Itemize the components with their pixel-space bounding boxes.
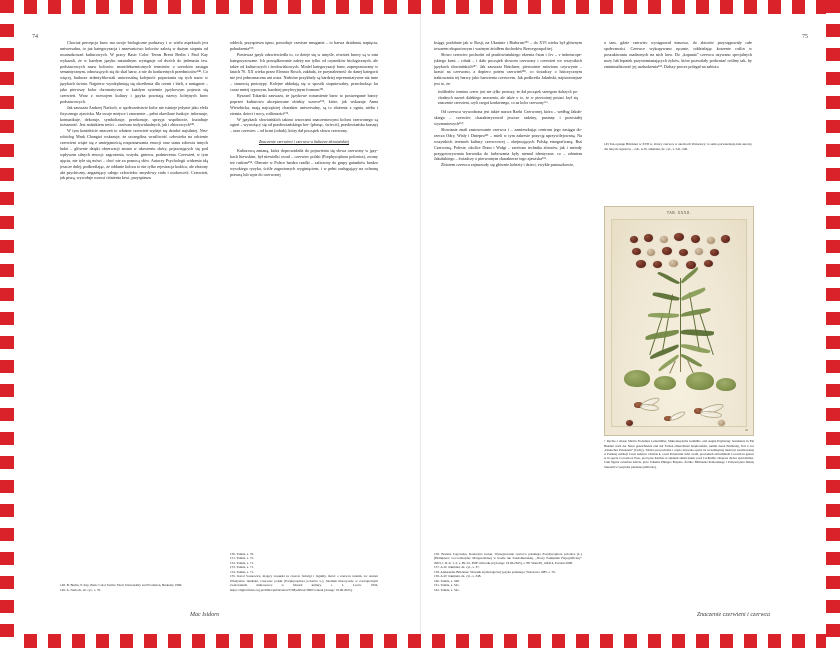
plant-leaf	[648, 312, 679, 319]
cochineal-specimen	[647, 249, 655, 256]
footnotes-column-3	[434, 552, 582, 592]
folio-left: 74	[32, 34, 38, 40]
figure-botanical-plate	[604, 206, 754, 469]
paragraph: księgi, podobnie jak w Rosji, na Ukrainie i Białorusi¹⁵⁶ – do XVI wieku był głównym towarem eksportowym i ważnym źródłem dochodów Rzeczypospolitej.	[434, 40, 582, 51]
cactus-pad	[654, 376, 676, 390]
caption-text: Rycina z atlasu: Martin Frobenius Ledermüller, Mikroskopische Gemüths- und Augen-Ergötzung: bestehend, in Ein Hundert nach der Natur gezeichneten und mit Farben ohtuschirten Kupfertafeln, sammt deren Erklärung, Teil 4 oce „Deutsches Pokoleum” (Tychy), Tablica jest podobna i często używana oparta na wcześniejszej ilustracji zrealizowanej w Polskiej redakcji Czasi nadzoru i lindzie k, owad Polonicum rubri ovalil, prowadzeń zalicznikiem Coccum in genere et in specie Coccum ex Esse, prod prae Karmes et alienum americanum, pred Cochinille i Raports dicbor spectantibus. Cum figuris coloribus nativis. picto Johanne Philippo Breynio. Źródło: Biblioteka Pomorskiego i Uniwersytetu Dolnej Saksonii w Getyndze (domena publiczna).	[604, 439, 754, 469]
paragraph: W tym kontekście znaczeń to właśnie czerwień wydaje się działać najsilniej. Neurobiolog Mark Changizi wskazuje, że szczególna wrażliwość człowieka na odcienie czerwieni wiąże się z umiejętnością rozpoznawania emocji oraz stanu zdrowia innych ludzi – głównie dzięki obserwacji zmian w ukrwieniu skóry, pojawiających się pod wpływem silnych emocji: zagrożenia, wstydu, gniewu, podniecenia. Czerwień, w tym ujęciu, nie tyle się mówi – choć nie za pomocą słów. Autorzy Psychologii widzenia idą jeszcze dalej, podkreślając, że oddanie koloru to nie tylko rejestracja bodźca, ale złożony akt psychiczny, angażujący całego człowieka: zmysłowy ciało i osobowość. Czerwień, jak piszą, wywołuje wzrost ciśnienia krwi, przyspiesza	[60, 128, 208, 181]
footnotes-column-2	[230, 552, 378, 592]
figure-caption	[604, 439, 754, 469]
plant-leaf	[680, 352, 702, 368]
insect-wing	[700, 409, 723, 420]
cochineal-specimen	[695, 248, 703, 255]
plant-leaf	[681, 308, 711, 317]
cochineal-specimen	[630, 236, 638, 243]
insect-wing	[639, 402, 659, 413]
footnote: 158. Aleksander Brückner, Słownik etymologiczny języka polskiego, Warszawa 1985, s. 76.	[434, 569, 556, 574]
footnote: 150. Tamże, s. 70.	[230, 551, 254, 556]
plant-leaf	[645, 330, 679, 340]
plate-title: TAB. XXXII.	[666, 211, 692, 215]
footnote: 149. A. Narloch, dz. cyt., s. 70.	[60, 587, 102, 592]
cactus-pad	[716, 378, 736, 391]
section-subheading: Znaczenie czerwieni i czerwca w kulturze słowiańskiej	[258, 139, 350, 145]
text-column-3	[434, 40, 582, 588]
cochineal-specimen	[721, 235, 730, 243]
text-column-4	[604, 40, 752, 148]
cochineal-specimen	[644, 234, 653, 242]
margin-note-145: 145 Tak opisuje Brückner w XVII w. zbiory czerwca w okolicach Warszawy; to samo potwierdzają inni autorzy dla innych regionów – zob. A.W. Jakubski, dz. cyt., s. 541–546.	[604, 142, 752, 151]
cochineal-specimen	[691, 235, 700, 243]
decorative-border-top	[0, 0, 840, 14]
footnote: 156. Bożena Łagowska, Katarzyna Golan, Występowanie czerwca polskiego Porphyrophora polonica (L.) (Hemiptera: Coccomorpha: Margarodidae) w Kodle nie Sandomierskiej, „Nowy Pamiętnik Fizjograficzny” 2003, t. II, nr 1–2, s. 89–91, PDF: min.edu.pl [dostęp: 19.06.2025], s. 88. Wans38_126414, Poznań 2008.	[434, 551, 582, 565]
footnote: 159. A.W. Jakubski, dz. cyt., s. 348.	[434, 574, 482, 579]
cochineal-specimen	[632, 248, 641, 255]
paragraph: a tam, gdzie czerwiec występował masowo, do zbiorów przystępowały całe społeczności. Czerwce wykopywano ręcznie, oddzielając korzenie roślin w poszukiwaniu osadzonych na nich larw. Do „kopania” czerwca używano specjalnych noży lub łopatek przystomianających żyków, które pozwalały podważać rośliny tak, by zminimalizować jej uszkodzenia¹⁶³. Dalszy proces polegał na zabiciu	[604, 40, 752, 69]
paragraph: Zbiorem czerwca zajmowały się głównie kobiety i dzieci, zwykle pastuszkowie,	[441, 162, 575, 168]
cochineal-specimen	[653, 261, 662, 268]
insect-wing	[668, 411, 686, 422]
plant-leaf	[657, 270, 680, 285]
cochineal-specimen	[660, 236, 668, 243]
text-column-1	[60, 40, 208, 588]
paragraph: Ryszard Tokarski zauważa, że językowe rozumienie barw to postrzeganie barwy poprzez kulturowo akceptowane obiekty wzorce¹⁵², które, jak wskazuje Anna Wierzbicka, mają najczęściej charakter uniwersalny, są to złożenia z ognia, nieba i ziemia, dzieci i nocy, roślinności¹⁵³.	[230, 93, 378, 116]
cochineal-specimen	[710, 249, 719, 256]
plant-leaf	[680, 287, 706, 300]
paragraph: Chociaż percepcja barw ma swoje biologiczne podstawy i w wielu aspektach jest uniwersalna, to już kategoryzacja i nazewnictwo kolorów zależą w dużym stopniu od uwarunkowań kulturowych. W pracy Basic Color Terms Brent Berlin i Paul Kay wykazali, że w każdym języku naturalnym występuje od dwóch do jedenastu tzw. podstawowych nazw kolorów: monoleksemicznych terminów o szerokim zasięgu semantycznym, odnoszących się do skal barw, a nie do konkretnych przedmiotów¹⁴⁸. Co więcej, badacze zidentyfikowali uniwersalną kolejność pojawiania się tych nazw w językach świata. Najpierw wyodrębniają się określenia dla czerni i bieli, a następnie – jako pierwszy kolor chromatyczny w każdym systemie językowym pojawia się czerwień. Wraz z rozwojem kultury i języka powstają nazwy kolejnych barw podstawowych.	[60, 40, 208, 104]
footnote: 152. Tamże, s. 71.	[230, 560, 254, 565]
paragraph: Jak zauważa Andrzej Narloch, w społeczeństwie kolor nie istnieje jedynie jako efekt fizycznego zjawiska. Ma swoje miejsce i znaczenie – pełni określone funkcje: informuje, komunikuje, dekoruje, symbolizuje, przekonuje, sprzyja wspólnocie, kształtuje tożsamość. Jest nośnikiem treści – zarówno indywidualnych, jak i zbiorowych¹⁴⁹.	[60, 104, 208, 128]
paragraph: Od czerwca wywodzona jest także nazwa Rzeki Czerwonej, która – według Jakubskiego – czerwiec charakteryzował jeszcze radziny, pusinny i pozostałej wyznaniowych¹⁶⁰.	[434, 109, 582, 127]
plate-number: 32	[744, 428, 748, 432]
cochineal-specimen	[718, 420, 725, 426]
text-column-2	[230, 40, 378, 588]
paragraph: Ponieważ język odzwierciedla to, co dzieje się w umyśle, również barwy są w nim kategoryzowane. Ich porządkowanie zależy nie tylko od czynników biologicznych, ale także od kulturowych i środowiskowych. Model kategoryzacji barw, zaproponowany w latach 70. XX wieku przez Eleanor Rosch, zakłada, że przynależność do danej kategorii nie jest jednoznaczna ani ostra. Niektóre przykłady są bardziej reprezentatywne niż inne – stanowią prototypy. Kolejne układają się w sposób stopniowalny, przechodząc ku coraz mniej typowym, bardziej peryferyjnym formom¹⁵¹.	[230, 51, 378, 93]
footnote: 162. Tamże, s. 541.	[434, 587, 460, 592]
decorative-border-left	[0, 0, 14, 648]
block-quote: źródłosłów terminu czerw jest nie tylko prostszy, że dał początek szeregom dalszych pochodnych nazwń dalekiego znaczenia, ale także o to, że w pierwotnej postaci krył się znaczenie czerwieni, czyli czegoś konkretnego, co na kolor czerwony¹⁵⁹.	[438, 90, 578, 105]
plant-stem	[689, 292, 700, 351]
paragraph: oddech, przyspiesza tętno, powoduje czestsze mruganie – to barwa działania, napięcia, pobudzenia¹⁵⁰.	[230, 40, 378, 51]
running-foot-right: Znaczenie czerwieni i czerwca	[696, 612, 770, 618]
paragraph: Kulturową zmianą, która doprowadziła do pojawienia się słowa czerwony w językach litewskim, był niewielki owad – czerwiec polski (Porphyrophora polonica), zwany też ruskim¹⁵⁴. Obecnie w Polsce bardzo rzadki – zaliczony do grupy gatunków bardzo wysokiego ryzyka, ściśle zagrożonych wyginięciem, i w pełni zasługujący na ochronę prawną lub wpis do czerwonej	[230, 148, 378, 177]
footnote: 154. Tamże, s. 71.	[230, 569, 254, 574]
plant-leaf	[680, 342, 710, 355]
footnote: 157. A.W. Jakubski, dz. cyt., s. 37.	[434, 565, 480, 570]
cactus-pad	[624, 370, 650, 387]
footnote: 153. Tamże, s. 71.	[230, 565, 254, 570]
plant-root	[680, 354, 681, 372]
cochineal-specimen	[704, 260, 713, 267]
cochineal-specimen	[662, 247, 672, 255]
paragraph: Słowo czerwiec pochodzi od prasłowiańskiego rdzenia čъrm i črv – v indoeuropejskiego krmi – robak – i dało początek słowom czerwony i czerwień we wszystkich językach słowiańskich¹⁵⁷. Jak zauważa Brückner, pierwotnie mówiono czyrwynie – krasić na czerwono, a dopiero potem czerwień¹⁵⁸, co świadczy o historycznym traktowaniu tej barwy jako barwienia czerwcem. Jak podkreśla Jakubski, najistotniejsze jest to, że:	[434, 51, 582, 87]
cochineal-specimen	[707, 237, 715, 244]
cochineal-specimen	[686, 261, 696, 269]
footnote: 151. Tamże, s. 72.	[230, 556, 254, 561]
plant-leaf	[657, 354, 680, 371]
plant-stem	[662, 294, 673, 351]
folio-right: 75	[802, 34, 808, 40]
plant-leaf	[652, 291, 679, 302]
plate-image	[604, 206, 754, 436]
cochineal-specimen	[626, 420, 633, 426]
decorative-border-bottom	[0, 634, 840, 648]
caption-marker: ↑	[604, 439, 606, 443]
decorative-border-right	[826, 0, 840, 648]
footnotes-column-1	[60, 583, 208, 592]
page-gutter	[420, 14, 421, 634]
footnote: 155. Karol Sosnowicz, mający stosunki za czasów Jadwigi i Jagiełły, mówi o czerwcu ruskim, za: Antoni Władysław Jakubski, Czerwiec polski (Porphyrophora polonica L.), Studium historyczne w zoologicznym zwalczaniem mikrosewce w historii kultury, t. I, Lwów 1934, https://digital.fides.org.pl/dlibra/publication/5708;edition/3900/content [dostęp: 19.06.2025].	[230, 574, 378, 592]
plate-illustration	[611, 219, 747, 427]
running-foot-left: Mac Isidoro	[190, 612, 220, 618]
cochineal-specimen	[679, 249, 688, 256]
cochineal-specimen	[636, 260, 646, 268]
paragraph: Słowianie znali zastosowanie czerwca i – zamieszkując centrum jego zasięgu dorzecza Odry, Wisły i Dniepru¹⁶¹ – mieli w tym zakresie pozycję uprzywilejowaną. Na wszystkich terenach kultury czerwcowej – obejmujących Polskę etnograficzną, Ruś Czerwoną, Polesie, okolice Donu i Wołgi – zarówno technika zbiorów, jak i metody przygotowywania barwnika do farbowania były niemal identyczne, co – zdaniem Jakubskiego – świadczy o pierwotnym charakterze tego zjawiska¹⁶².	[434, 126, 582, 162]
plant-leaf	[680, 267, 700, 284]
paragraph: W językach słowiańskich takimi wzorcami znaczeniowymi koloru czerwonego są ogień – wywożący się od prasłowiańskiego ker- (płonąc, świecić), prasłowiańska krasnyj – oraz czerwiec – od krmi (robak), który dał początek słowu czerwony.	[230, 116, 378, 134]
footnote: 160. Tamże, s. 348.	[434, 578, 460, 583]
footnote: 148. B. Berlin, P. Kay, Basic Color Terms: Their Universality and Evolution, Berkeley 1969.	[60, 583, 183, 588]
book-spread	[14, 14, 826, 634]
cochineal-specimen	[674, 233, 684, 241]
cactus-pad	[686, 372, 714, 390]
cochineal-specimen	[669, 260, 678, 267]
footnote: 161. Tamże, s. 541.	[434, 583, 460, 588]
